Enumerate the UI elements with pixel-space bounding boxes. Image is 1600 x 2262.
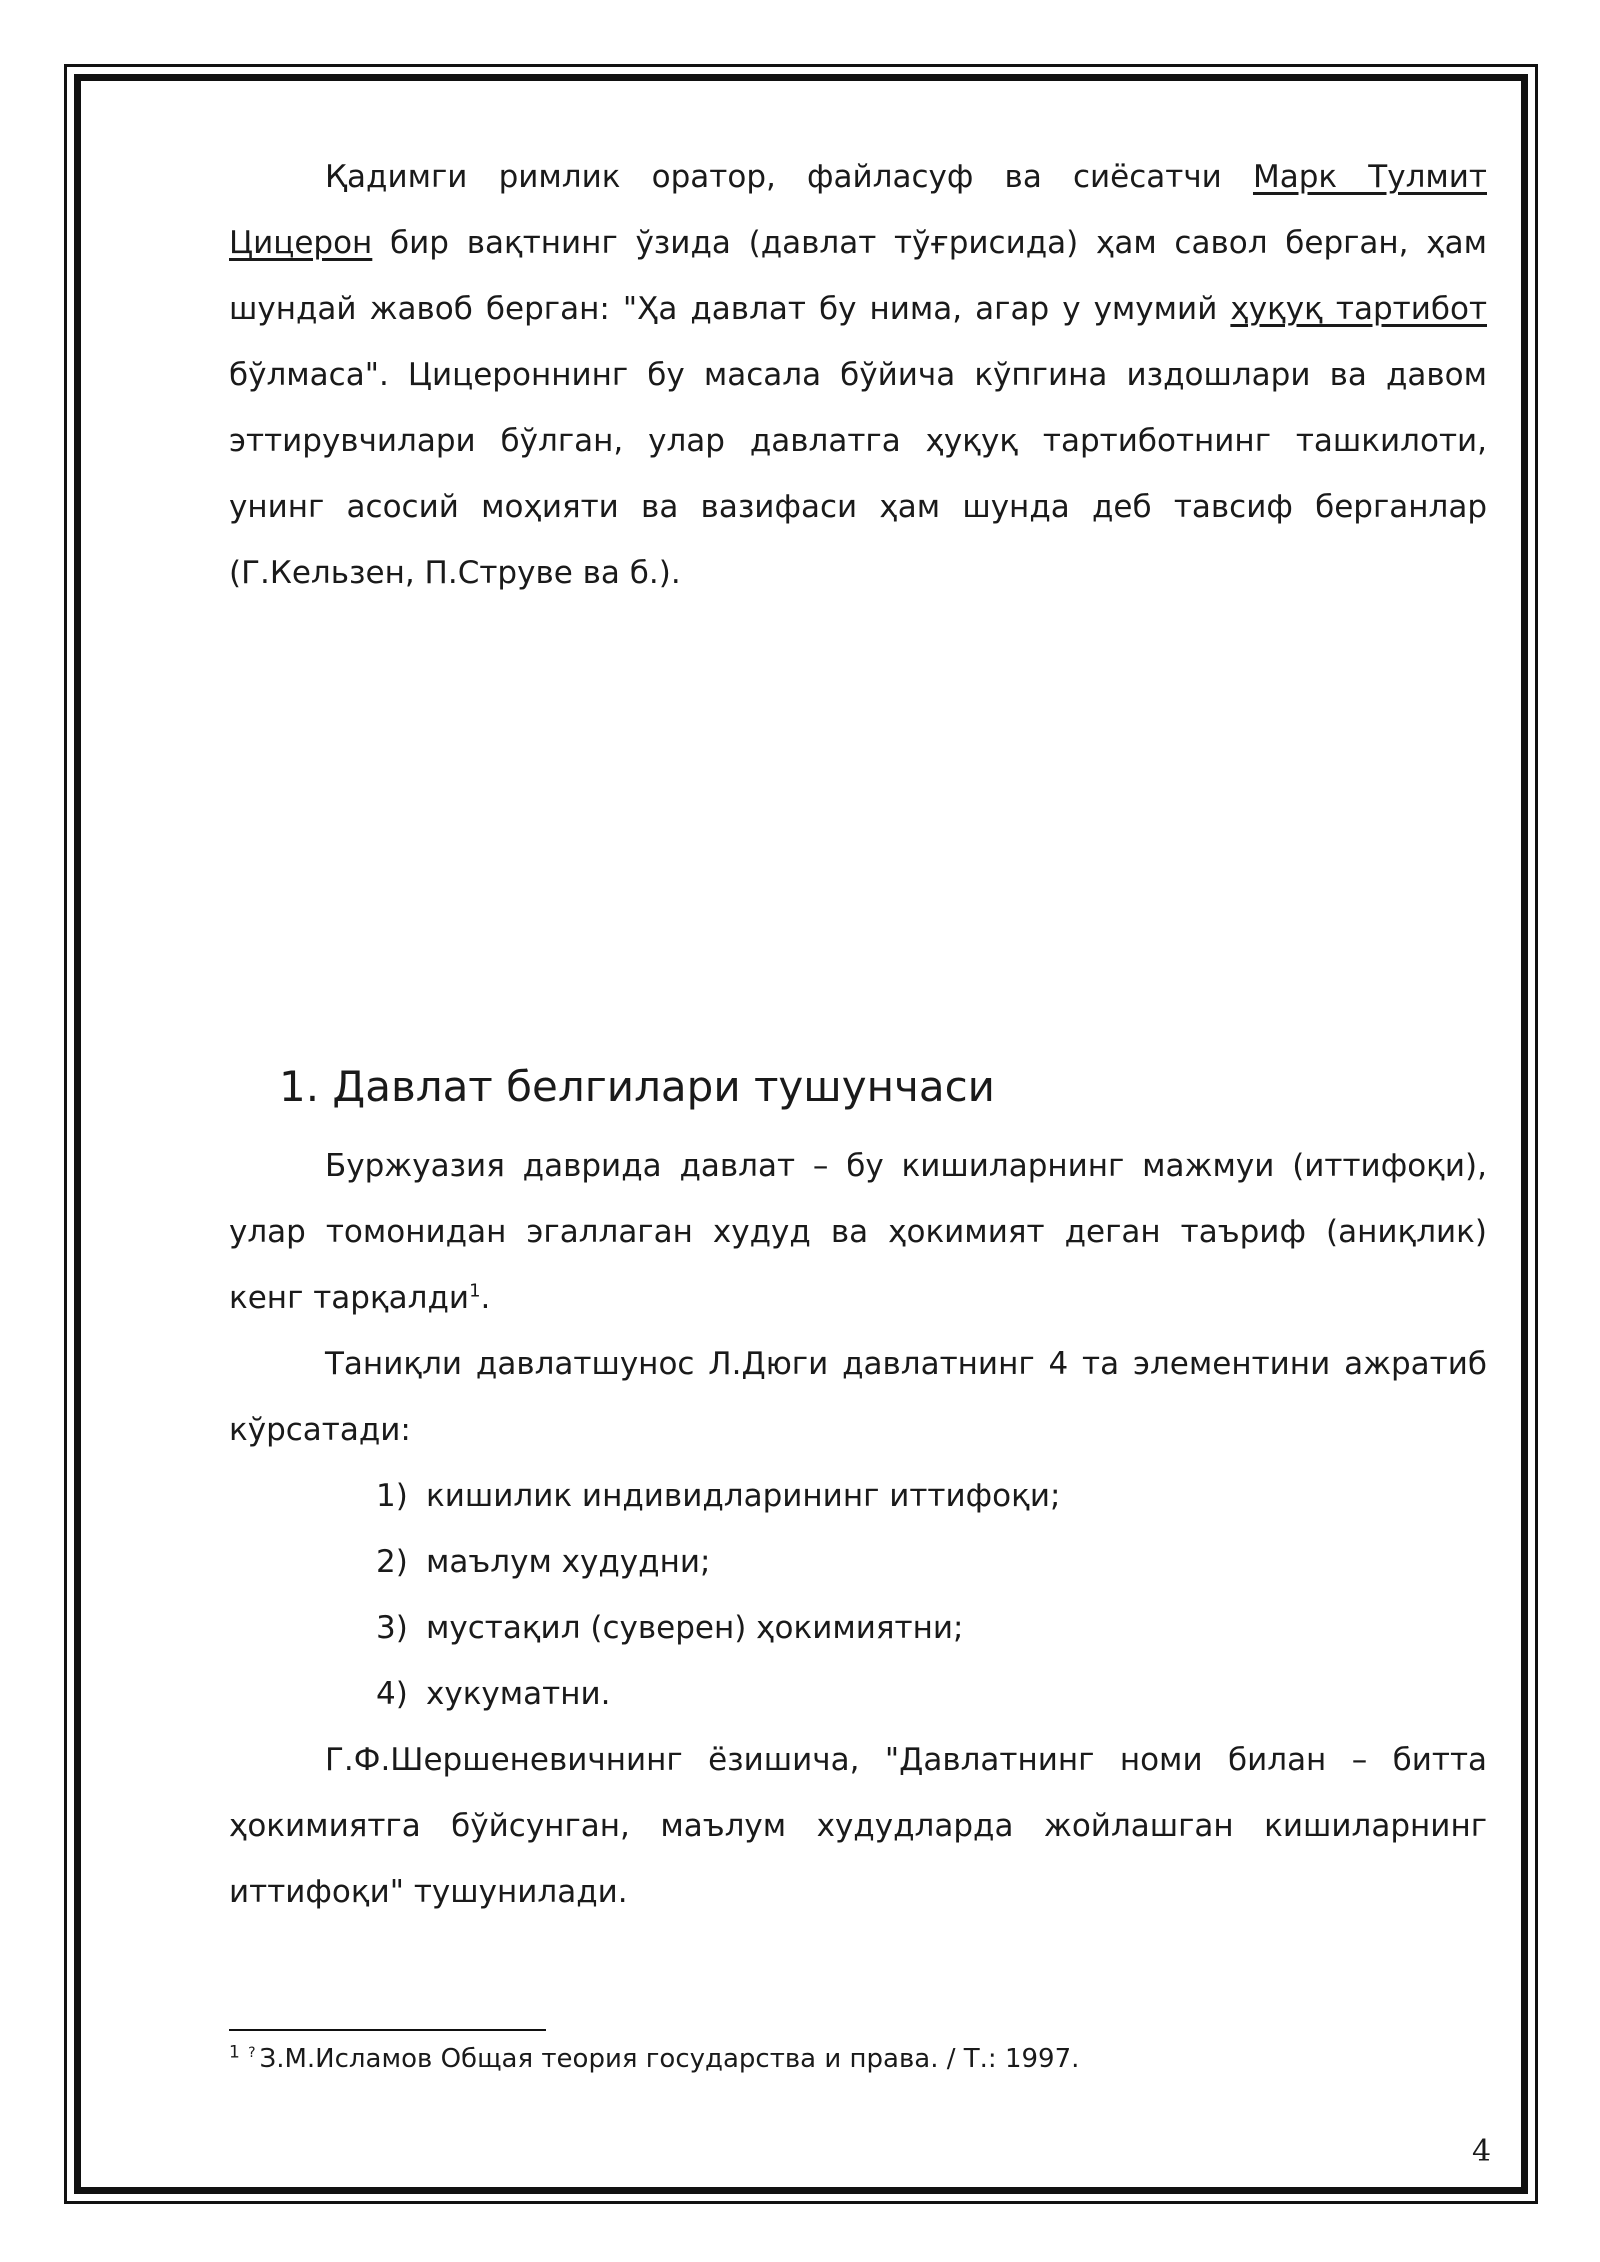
list-item — [376, 1595, 1487, 1661]
footnote-separator — [229, 2029, 546, 2031]
footnote-ref[interactable]: 1 — [469, 1280, 481, 1302]
list-item — [376, 1529, 1487, 1595]
footnote-mark: 1 — [229, 2042, 240, 2063]
legal-order-link[interactable]: ҳуқуқ тартибот — [1230, 291, 1487, 327]
dugi-paragraph: Таниқли давлатшунос Л.Дюги давлатнинг 4 та элементини ажратиб кўрсатади: — [229, 1346, 1487, 1448]
shershenevich-paragraph: Г.Ф.Шершеневичнинг ёзишича, "Давлатнинг номи билан – битта ҳокимиятга бўйсунган, маълум худудларда жойлашган кишиларнинг иттифоқи" тушунилади. — [229, 1742, 1487, 1910]
intro-block — [229, 144, 1487, 606]
footnote-text: З.М.Исламов Общая теория государства и права. / Т.: 1997. — [259, 2044, 1080, 2074]
list-item-number: 3) — [376, 1610, 408, 1646]
list-item — [376, 1463, 1487, 1529]
intro-text-1: Қадимги римлик оратор, файласуф ва сиёсатчи — [325, 159, 1253, 195]
footnote — [229, 2039, 1079, 2079]
intro-text-3: бўлмаса". Цицероннинг бу масала бўйича кўпгина издошлари ва давом эттирувчилари бўлган, улар давлатга ҳуқуқ тартиботнинг ташкилоти, унинг асосий моҳияти ва вазифаси ҳам шунда деб тавсиф берганлар (Г.Кельзен, П.Струве ва б.). — [229, 357, 1487, 591]
list-item — [376, 1661, 1487, 1727]
intro-text-2: бир вақтнинг ўзида (давлат тўғрисида) ҳам савол берган, ҳам шундай жавоб берган: "Ҳа давлат бу нима, агар у умумий — [229, 225, 1487, 327]
section-heading: 1. Давлат белгилари тушунчаси — [279, 1062, 995, 1111]
list-item-number: 4) — [376, 1676, 408, 1712]
list-item-text: мустақил (суверен) ҳокимиятни; — [426, 1610, 964, 1646]
list-item-text: кишилик индивидларининг иттифоқи; — [426, 1478, 1061, 1514]
list-item-number: 2) — [376, 1544, 408, 1580]
cicero-link[interactable]: Марк Тулмит Цицерон — [229, 159, 1487, 261]
footnote-question-mark: ? — [248, 2045, 256, 2062]
list-item-text: хукуматни. — [426, 1676, 611, 1712]
list-item-number: 1) — [376, 1478, 408, 1514]
section-body — [229, 1133, 1487, 1925]
bourgeois-paragraph — [229, 1133, 1487, 1331]
list-item-text: маълум худудни; — [426, 1544, 711, 1580]
elements-list — [229, 1463, 1487, 1727]
bourgeois-text: Буржуазия даврида давлат – бу кишиларнинг мажмуи (иттифоқи), улар томонидан эгаллаган худуд ва ҳокимият деган таъриф (аниқлик) кенг тарқалди — [229, 1148, 1487, 1316]
intro-paragraph — [229, 144, 1487, 606]
bourgeois-text-end: . — [480, 1280, 491, 1316]
page-number: 4 — [1472, 2134, 1492, 2169]
